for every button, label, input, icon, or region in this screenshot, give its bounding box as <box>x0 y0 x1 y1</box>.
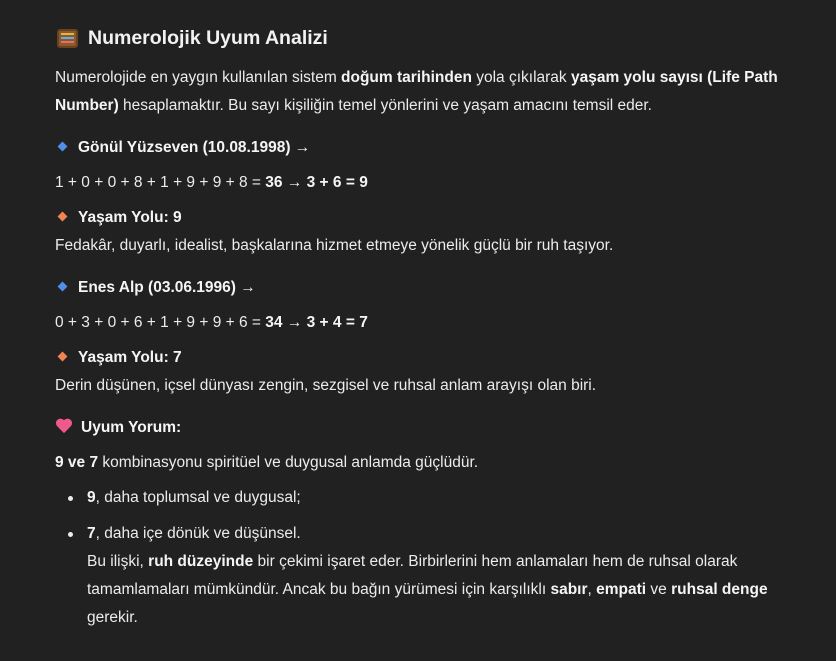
person1-heading: Gönül Yüzseven (10.08.1998) → <box>55 134 310 162</box>
abacus-icon <box>57 29 78 48</box>
person1-calculation: 1 + 0 + 0 + 8 + 1 + 9 + 9 + 8 = 36 → 3 + 6 = 9 <box>55 174 368 191</box>
bullet-dot <box>68 496 73 501</box>
bullet-item-1: 9, daha toplumsal ve duygusal; <box>87 489 301 506</box>
bullet-item-2: 7, daha içe dönük ve düşünsel. Bu ilişki, ruh düzeyinde bir çekimi işaret eder. Birbirlerini hem anlamaları hem de ruhsal olarak tamamlamaları mümkündür. Ancak bu bağın yürümesi için karşılıklı sabır, empati ve ruhsal denge gerekir. <box>87 525 768 626</box>
orange-diamond-icon <box>58 212 68 222</box>
person2-description: Derin düşünen, içsel dünyası zengin, sezgisel ve ruhsal anlam arayışı olan biri. <box>55 377 597 394</box>
harmony-summary: 9 ve 7 kombinasyonu spiritüel ve duygusal anlamda güçlüdür. <box>55 454 479 471</box>
person2-calculation: 0 + 3 + 0 + 6 + 1 + 9 + 9 + 6 = 34 → 3 + 4 = 7 <box>55 314 368 331</box>
orange-diamond-icon <box>58 352 68 362</box>
harmony-heading: Uyum Yorum: <box>55 414 181 442</box>
person1-life-path: Yaşam Yolu: 9 <box>55 204 182 232</box>
person2-heading: Enes Alp (03.06.1996) → <box>55 274 256 302</box>
blue-diamond-icon <box>58 282 68 292</box>
intro-paragraph: Numerolojide en yaygın kullanılan sistem doğum tarihinden yola çıkılarak yaşam yolu sayısı (Life Path Number) hesaplamaktır. Bu sayı kişiliğin temel yönlerini ve yaşam amacını temsil eder. <box>55 69 778 114</box>
section-title <box>57 27 328 50</box>
person2-life-path: Yaşam Yolu: 7 <box>55 344 182 372</box>
heart-icon <box>55 418 73 434</box>
bullet-dot <box>68 532 73 537</box>
person1-description: Fedakâr, duyarlı, idealist, başkalarına hizmet etmeye yönelik güçlü bir ruh taşıyor. <box>55 237 614 254</box>
title-text: Numerolojik Uyum Analizi <box>88 27 328 49</box>
blue-diamond-icon <box>58 142 68 152</box>
